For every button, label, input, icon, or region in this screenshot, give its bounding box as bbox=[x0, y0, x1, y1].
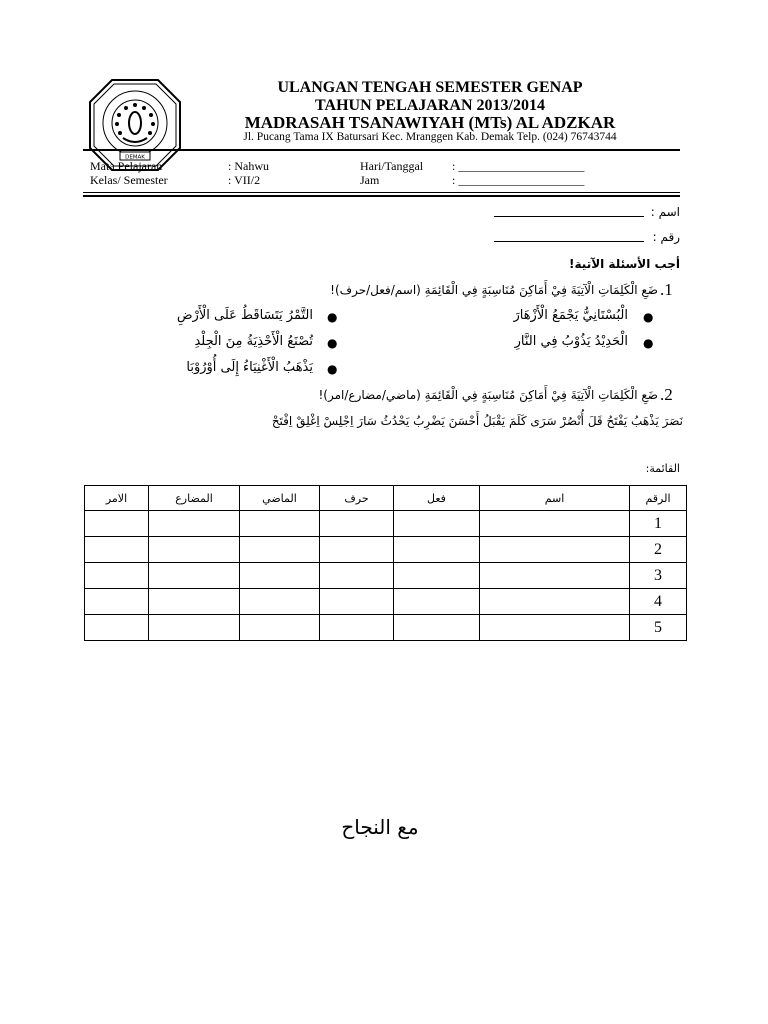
q1-number: .1 bbox=[660, 280, 673, 299]
row-number: 3 bbox=[630, 563, 687, 589]
answer-cell[interactable] bbox=[149, 589, 240, 615]
class-value: : VII/2 bbox=[228, 173, 261, 187]
header-harf: حرف bbox=[320, 486, 394, 511]
table-row bbox=[85, 563, 687, 589]
answer-cell[interactable] bbox=[240, 615, 320, 641]
answer-cell[interactable] bbox=[85, 615, 149, 641]
time-value: : _____________________ bbox=[452, 173, 585, 187]
header-amr: الامر bbox=[85, 486, 149, 511]
answer-table bbox=[84, 485, 687, 641]
logo-label: DEMAK bbox=[125, 154, 145, 161]
day-value: : _____________________ bbox=[452, 159, 585, 173]
table-caption: القائمة: bbox=[645, 462, 680, 475]
answer-cell[interactable] bbox=[480, 589, 630, 615]
answer-cell[interactable] bbox=[85, 537, 149, 563]
school-name: MADRASAH TSANAWIYAH (MTs) AL ADZKAR bbox=[244, 113, 616, 132]
answer-cell[interactable] bbox=[149, 537, 240, 563]
header-ism: اسم bbox=[480, 486, 630, 511]
answer-cell[interactable] bbox=[480, 615, 630, 641]
answer-cell[interactable] bbox=[320, 615, 394, 641]
answer-cell[interactable] bbox=[149, 563, 240, 589]
answer-cell[interactable] bbox=[320, 563, 394, 589]
answer-cell[interactable] bbox=[480, 563, 630, 589]
number-label: رقم : bbox=[652, 230, 680, 244]
q1-item: الْبُسْتَانِيُّ يَجْمَعُ الْأَزْهَارَ bbox=[513, 308, 628, 323]
q1-text: ضَعِ الْكَلِمَاتِ الْآتِيَةَ فِيْ أَمَاكِنَ مُنَاسِبَةٍ فِي الْقَائِمَةِ (اسم/فعل/حرف)! bbox=[330, 283, 658, 297]
answer-cell[interactable] bbox=[240, 511, 320, 537]
bullet: ● bbox=[643, 336, 654, 350]
class-label: Kelas/ Semester bbox=[90, 173, 168, 187]
school-address: Jl. Pucang Tama IX Batursari Kec. Mranggen Kab. Demak Telp. (024) 76743744 bbox=[243, 131, 617, 143]
subject-value: : Nahwu bbox=[228, 159, 269, 173]
day-label: Hari/Tanggal bbox=[360, 159, 424, 173]
answer-cell[interactable] bbox=[240, 589, 320, 615]
answer-cell[interactable] bbox=[394, 563, 480, 589]
row-number: 1 bbox=[630, 511, 687, 537]
academic-year: TAHUN PELAJARAN 2013/2014 bbox=[315, 97, 545, 114]
answer-cell[interactable] bbox=[320, 589, 394, 615]
exam-title: ULANGAN TENGAH SEMESTER GENAP bbox=[277, 79, 583, 96]
school-logo bbox=[88, 78, 182, 172]
header-divider bbox=[83, 149, 680, 151]
answer-cell[interactable] bbox=[320, 537, 394, 563]
answer-cell[interactable] bbox=[480, 511, 630, 537]
bullet: ● bbox=[327, 336, 338, 350]
closing-text: مع النجاح bbox=[341, 815, 419, 839]
instruction: أجب الأسئلة الآتية! bbox=[569, 257, 680, 271]
answer-cell[interactable] bbox=[394, 615, 480, 641]
row-number: 4 bbox=[630, 589, 687, 615]
answer-cell[interactable] bbox=[480, 537, 630, 563]
table-row bbox=[85, 537, 687, 563]
info-divider-2 bbox=[83, 195, 680, 197]
q2-text: ضَعِ الْكَلِمَاتِ الْآتِيَةَ فِيْ أَمَاكِنَ مُنَاسِبَةٍ فِي الْقَائِمَةِ (ماضي/مضارع/امر)! bbox=[318, 388, 658, 402]
q2-number: .2 bbox=[660, 385, 673, 404]
table-row bbox=[85, 615, 687, 641]
q2-words: نَصَرَ يَذْهَبُ يَفْتَحُ قَلَ أُنْصُرْ سَرَى كَلَمَ يَقْبَلُ أَحْسَنَ يَضْرِبُ يَحْدُثُ سَارَ اِجْلِسْ اِغْلِقْ اِفْتَحْ bbox=[271, 414, 683, 428]
answer-cell[interactable] bbox=[85, 563, 149, 589]
table-header-row bbox=[85, 486, 687, 511]
header-fiil: فعل bbox=[394, 486, 480, 511]
table-row bbox=[85, 511, 687, 537]
row-number: 2 bbox=[630, 537, 687, 563]
answer-cell[interactable] bbox=[320, 511, 394, 537]
answer-cell[interactable] bbox=[394, 511, 480, 537]
name-label: اسم : bbox=[650, 205, 680, 219]
q1-item: التَّمْرُ يَتَسَاقَطُ عَلَى الْأَرْضِ bbox=[176, 308, 313, 323]
q1-item: يَذْهَبُ الْأَغْنِيَاءُ إِلَى أُوْرُوْبَا bbox=[186, 360, 313, 375]
answer-cell[interactable] bbox=[240, 563, 320, 589]
row-number: 5 bbox=[630, 615, 687, 641]
header-madhi: الماضي bbox=[240, 486, 320, 511]
answer-cell[interactable] bbox=[394, 537, 480, 563]
name-field[interactable] bbox=[494, 216, 644, 217]
answer-cell[interactable] bbox=[85, 589, 149, 615]
answer-cell[interactable] bbox=[240, 537, 320, 563]
table-row bbox=[85, 589, 687, 615]
q1-item: الْحَدِيْدُ يَذُوْبُ فِي النَّارِ bbox=[514, 334, 628, 349]
answer-cell[interactable] bbox=[149, 511, 240, 537]
answer-cell[interactable] bbox=[85, 511, 149, 537]
header-number: الرقم bbox=[630, 486, 687, 511]
header-mudhari: المضارع bbox=[149, 486, 240, 511]
bullet: ● bbox=[327, 362, 338, 376]
bullet: ● bbox=[643, 310, 654, 324]
number-field[interactable] bbox=[494, 241, 644, 242]
bullet: ● bbox=[327, 310, 338, 324]
answer-cell[interactable] bbox=[149, 615, 240, 641]
subject-label: Mata Pelajaran bbox=[90, 159, 163, 173]
time-label: Jam bbox=[360, 173, 380, 187]
answer-cell[interactable] bbox=[394, 589, 480, 615]
info-divider-1 bbox=[83, 192, 680, 193]
q1-item: تُصْنَعُ الْأَحْذِيَةُ مِنَ الْجِلْدِ bbox=[194, 334, 313, 349]
